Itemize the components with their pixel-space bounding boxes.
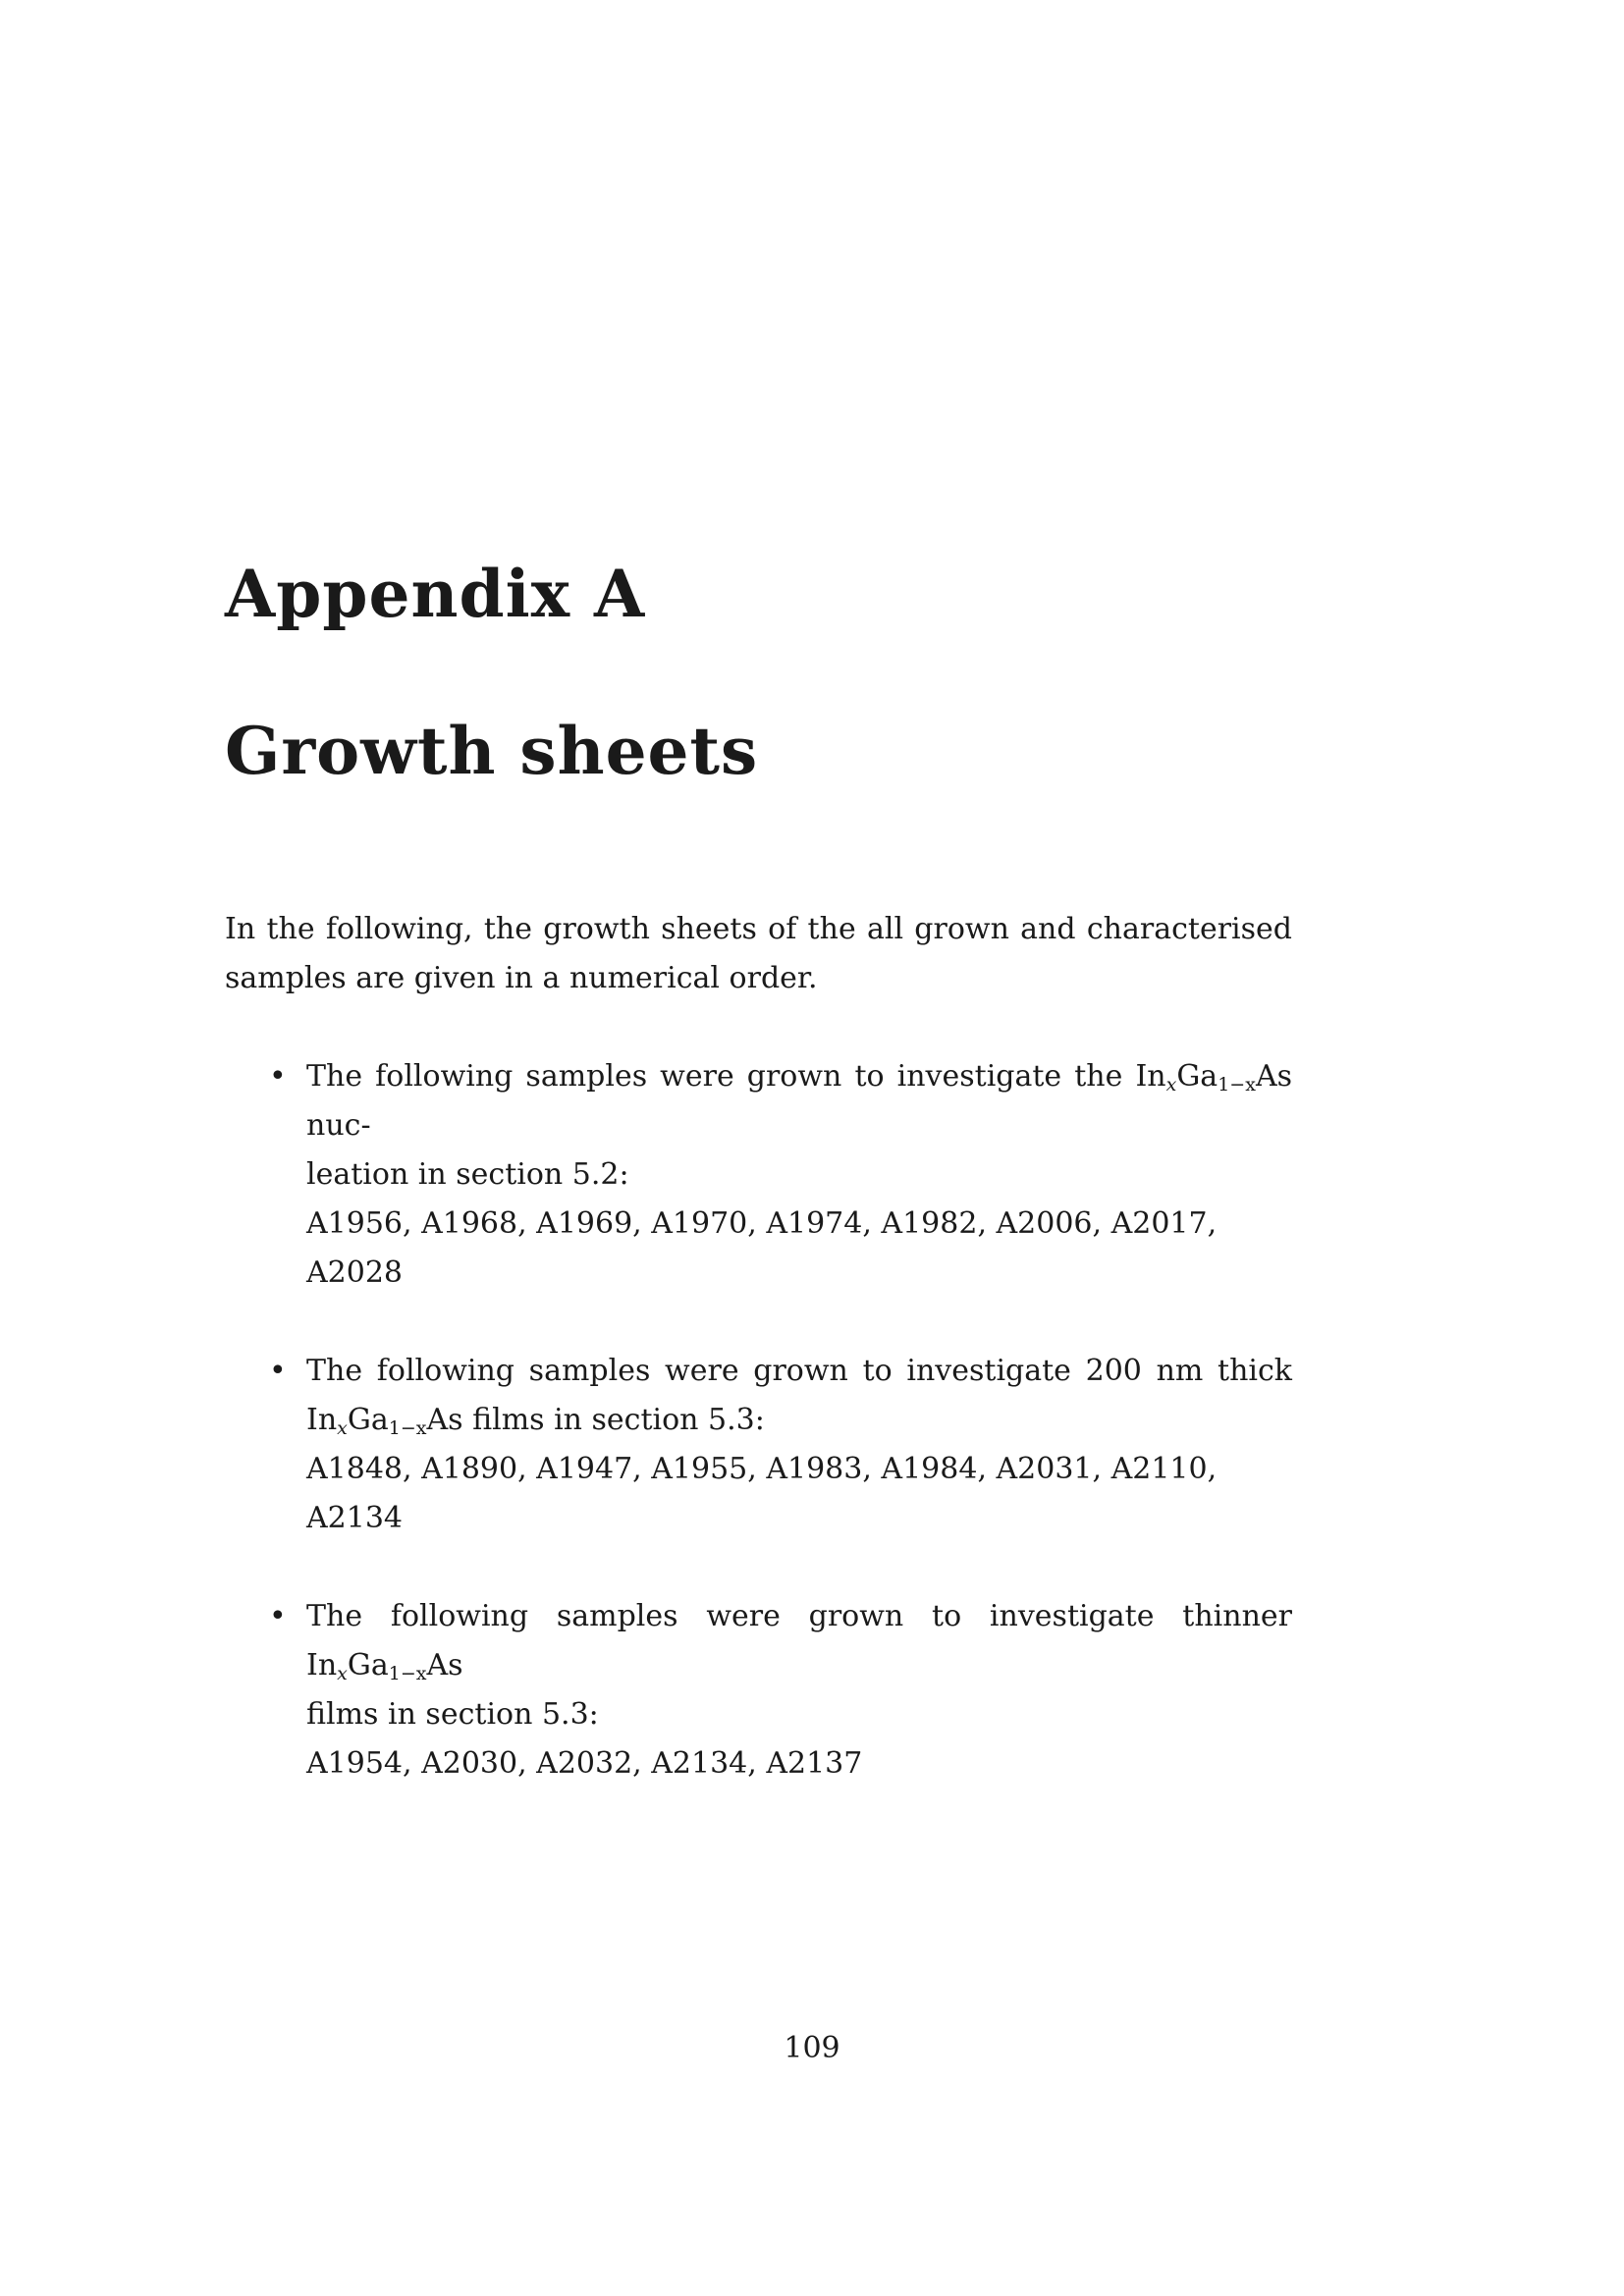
sample-list	[225, 1052, 1292, 1789]
list-item-line-1	[306, 1592, 1292, 1690]
list-item-text: The following samples were grown to investigate the	[306, 1059, 1136, 1094]
list-item	[225, 1592, 1292, 1789]
formula	[306, 1403, 463, 1437]
formula-sub-1mx: 1−x	[388, 1417, 427, 1439]
list-item-line-2	[306, 1396, 1292, 1445]
list-item-text: The following samples were grown to investigate thinner	[306, 1599, 1292, 1633]
intro-line-1: In the following, the growth sheets of the all grown and characterised	[225, 912, 1292, 946]
list-item	[225, 1347, 1292, 1543]
sample-ids: A1954, A2030, A2032, A2134, A2137	[306, 1746, 863, 1781]
formula-sub-x: x	[1165, 1074, 1177, 1095]
formula-as: As	[426, 1403, 463, 1437]
formula	[1135, 1059, 1292, 1094]
intro-line-2: samples are given in a numerical order.	[225, 961, 818, 995]
list-item-line-2: leation in section 5.2:	[306, 1157, 629, 1192]
formula-ga: Ga	[1176, 1059, 1218, 1094]
page-number: 109	[784, 2031, 840, 2065]
list-item-line-1	[306, 1052, 1292, 1150]
formula-ga: Ga	[347, 1403, 389, 1437]
list-item-text: films in section 5.3:	[462, 1403, 765, 1437]
sample-ids: A1848, A1890, A1947, A1955, A1983, A1984, A2031, A2110, A2134	[306, 1452, 1218, 1535]
body-text	[225, 905, 1292, 1838]
formula-as: As	[426, 1648, 463, 1682]
formula-sub-1mx: 1−x	[1218, 1074, 1256, 1095]
bullet-icon: •	[269, 1599, 287, 1633]
list-item	[225, 1052, 1292, 1298]
formula-in: In	[306, 1648, 338, 1682]
formula-sub-x: x	[337, 1417, 348, 1439]
chapter-title: Growth sheets	[225, 713, 759, 789]
intro-paragraph	[225, 905, 1292, 1003]
formula	[306, 1648, 463, 1682]
list-item-text: nuc-	[306, 1108, 371, 1143]
formula-in: In	[1135, 1059, 1166, 1094]
formula-ga: Ga	[347, 1648, 389, 1682]
formula-sub-x: x	[337, 1663, 348, 1684]
formula-as: As	[1255, 1059, 1292, 1094]
sample-ids: A1956, A1968, A1969, A1970, A1974, A1982, A2006, A2017, A2028	[306, 1206, 1218, 1290]
list-item-line-1: The following samples were grown to investigate 200 nm thick	[306, 1354, 1292, 1388]
formula-sub-1mx: 1−x	[388, 1663, 427, 1684]
bullet-icon: •	[269, 1354, 287, 1388]
bullet-icon: •	[269, 1059, 287, 1094]
list-item-line-2: films in section 5.3:	[306, 1697, 599, 1732]
formula-in: In	[306, 1403, 338, 1437]
chapter-label: Appendix A	[225, 556, 646, 632]
